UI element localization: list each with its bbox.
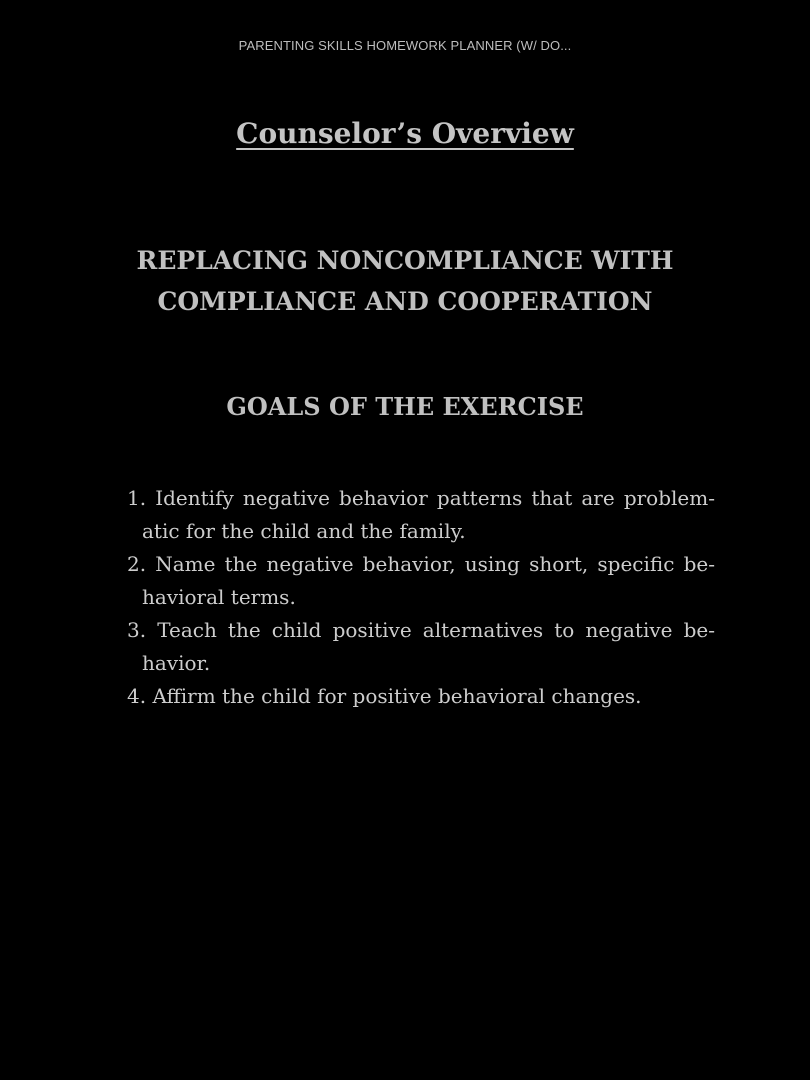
goal-item: 3. Teach the child positive alternatives to negative behavior. xyxy=(127,618,715,675)
goals-heading: GOALS OF THE EXERCISE xyxy=(226,392,584,421)
goal-item: 2. Name the negative behavior, using short, specific behavioral terms. xyxy=(127,552,715,609)
section-heading: Counselor’s Overview xyxy=(236,117,574,150)
book-title-header[interactable]: PARENTING SKILLS HOMEWORK PLANNER (W/ DO... xyxy=(238,38,572,53)
chapter-title: REPLACING NONCOMPLIANCE WITH COMPLIANCE AND COOPERATION xyxy=(136,246,674,316)
goals-list xyxy=(127,482,715,713)
goal-item: 4. Affirm the child for positive behavioral changes. xyxy=(127,684,642,708)
goal-item: 1. Identify negative behavior patterns that are problematic for the child and the family. xyxy=(127,486,715,543)
